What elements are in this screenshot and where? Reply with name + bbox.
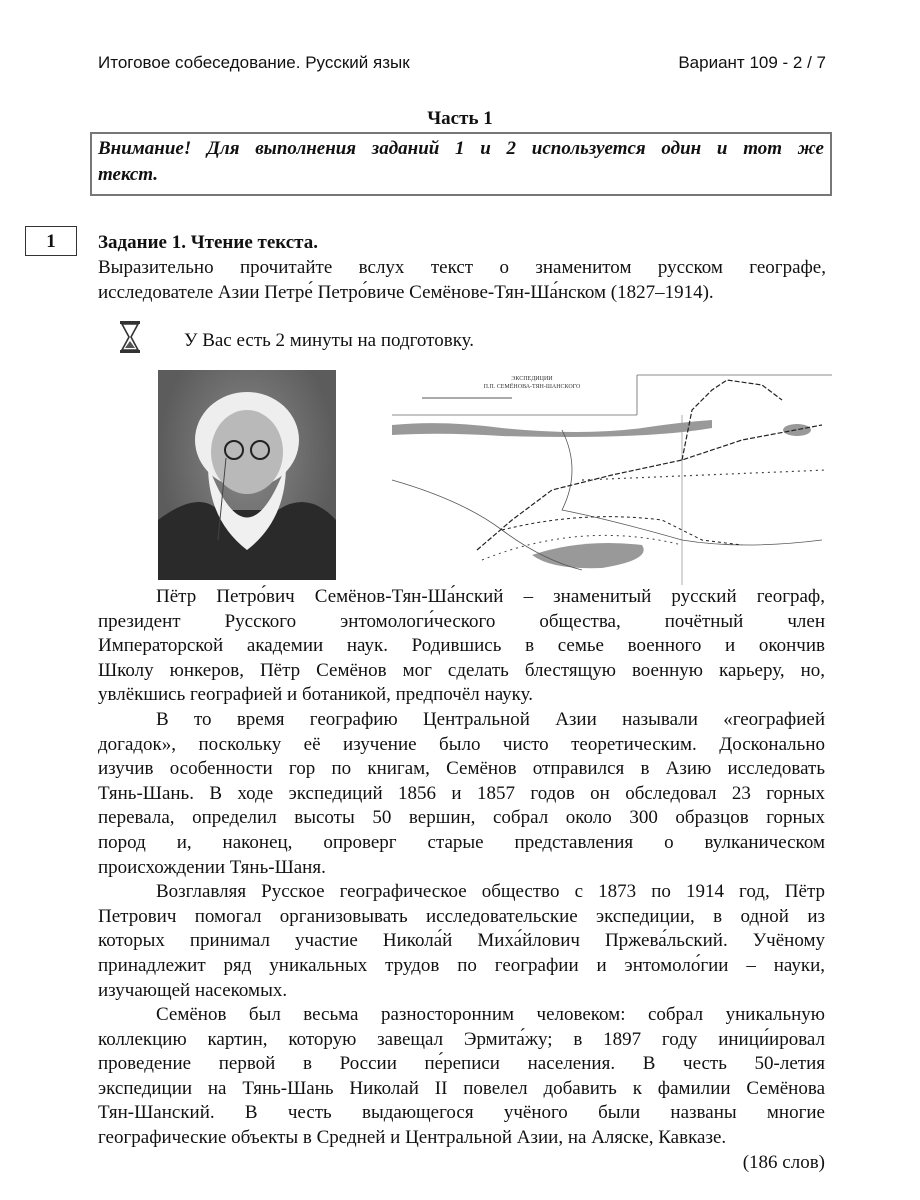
text-line: которых принимал участие Никола́й Миха́йлович Пржева́льский. Учёному: [98, 930, 825, 952]
text-line: президент Русского энтомологи́ческого общества, почётный член: [98, 610, 825, 632]
text-line: увлёкшись географией и ботаникой, предпочёл науку.: [98, 684, 533, 706]
text-line: Тянь-Шань. В ходе экспедиций 1856 и 1857 годов он обследовал 23 горных: [98, 782, 825, 804]
text-line: принадлежит ряд уникальных трудов по географии и энтомоло́гии – науки,: [98, 954, 825, 976]
attention-box: [90, 132, 832, 196]
text-line: проведение первой в России пе́реписи населения. В честь 50-летия: [98, 1053, 825, 1075]
text-line: географические объекты в Средней и Центральной Азии, на Аляске, Кавказе.: [98, 1127, 727, 1149]
text-line: изучив особенности гор по книгам, Семёнов отправился в Азию исследовать: [98, 758, 825, 780]
text-line: В то время географию Центральной Азии называли «географией: [156, 708, 825, 730]
portrait-photo: [158, 370, 336, 580]
task-title: Задание 1. Чтение текста.: [98, 232, 318, 253]
text-line: пород и, наконец, опроверг старые представления о вулканическом: [98, 831, 825, 853]
map-title-line: П.П. СЕМЁНОВА-ТЯН-ШАНСКОГО: [483, 384, 581, 390]
attention-line: Внимание! Для выполнения заданий 1 и 2 используется один и тот же: [98, 138, 824, 159]
text-line: Возглавляя Русское географическое общество с 1873 по 1914 год, Пётр: [156, 881, 825, 903]
header-variant: Вариант 109 - 2 / 7: [678, 53, 826, 72]
text-line: догадок», поскольку её изучение было чисто теоретическим. Досконально: [98, 733, 825, 755]
word-count: (186 слов): [742, 1151, 825, 1173]
task-block: [98, 230, 826, 305]
text-line: Семёнов был весьма разносторонним человеком: собрал уникальную: [156, 1004, 825, 1026]
prep-time-text: У Вас есть 2 минуты на подготовку.: [184, 330, 475, 351]
attention-line: текст.: [98, 164, 159, 185]
part-title: Часть 1: [427, 108, 493, 129]
text-line: изучающей насекомых.: [98, 979, 288, 1001]
text-line: Петрович помогал организовывать исследовательские экспедиции, в одной из: [98, 905, 825, 927]
task-number-box: 1: [25, 226, 77, 256]
hourglass-icon: [119, 320, 141, 354]
text-line: Пётр Петро́вич Семёнов-Тян-Ша́нский – знаменитый русский географ,: [156, 586, 825, 607]
task-instruction-line: исследователе Азии Петре́ Петро́виче Семёнове-Тян-Ша́нском (1827–1914).: [98, 282, 714, 303]
text-line: экспедиции на Тянь-Шань Николай II повелел добавить к фамилии Семёнова: [98, 1077, 825, 1099]
map-title-line: ЭКСПЕДИЦИИ: [511, 376, 553, 382]
task-instruction-line: Выразительно прочитайте вслух текст о знаменитом русском географе,: [98, 257, 826, 278]
header-subject: Итоговое собеседование. Русский язык: [98, 53, 410, 72]
text-line: Школу юнкеров, Пётр Семёнов мог сделать блестящую военную карьеру, но,: [98, 659, 825, 681]
text-line: Тян-Шанский. В честь выдающегося учёного были названы многие: [98, 1102, 825, 1124]
text-line: Императорской академии наук. Родившись в семье военного и окончив: [98, 635, 825, 657]
text-line: происхождении Тянь-Шаня.: [98, 856, 326, 878]
expedition-map: [382, 370, 832, 585]
text-line: коллекцию картин, которую завещал Эрмита́жу; в 1897 году иници́ировал: [98, 1028, 825, 1050]
text-line: перевала, определил высоты 50 вершин, собрал около 300 образцов горных: [98, 807, 825, 829]
reading-text: [98, 585, 825, 1175]
